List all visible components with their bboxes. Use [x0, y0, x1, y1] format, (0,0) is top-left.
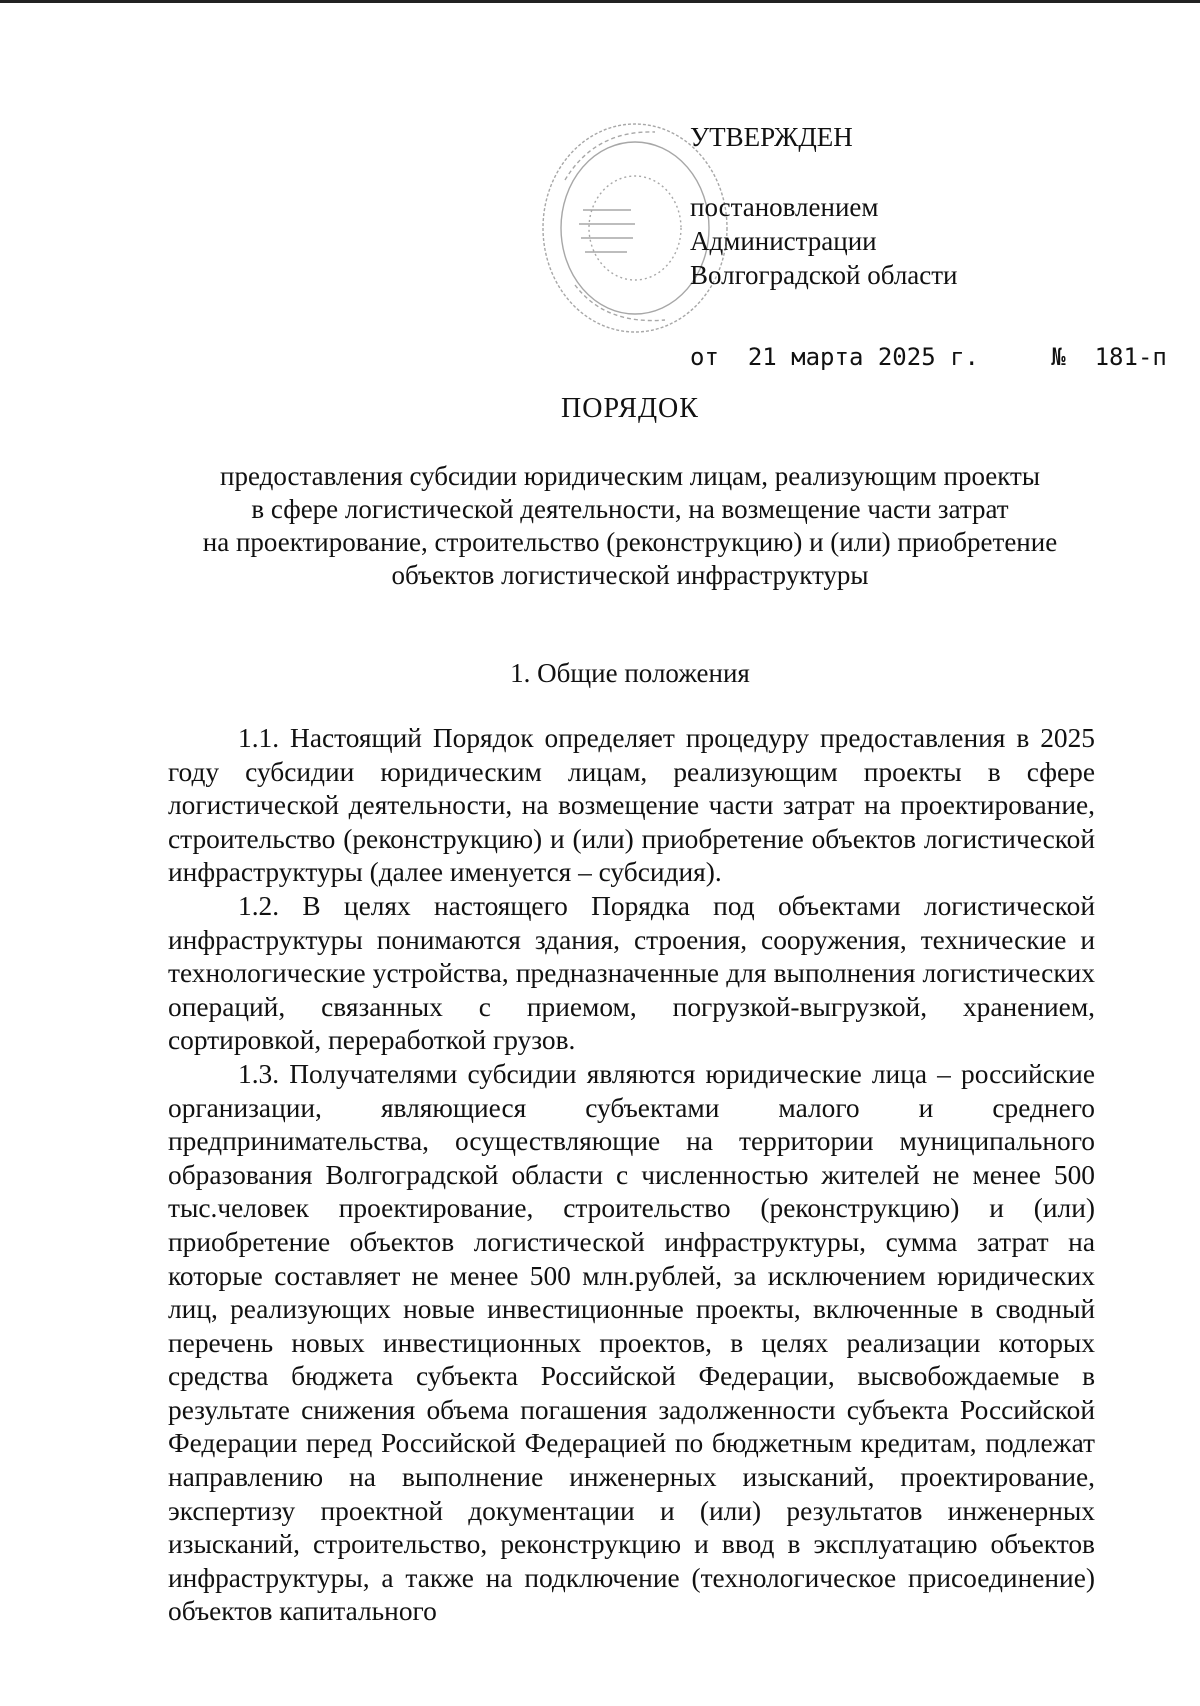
paragraph-1-2: 1.2. В целях настоящего Порядка под объектами логистической инфраструктуры понимаются здания, строения, сооружения, технические и технологические устройства, предназначенные для выполнения логистических операций, связанных с приемом, погрузкой-выгрузкой, хранением, сортировкой, переработкой грузов.: [168, 890, 1095, 1056]
date-prefix: от: [690, 343, 719, 371]
document-title: ПОРЯДОК: [561, 393, 699, 424]
document-subtitle: [150, 460, 1110, 592]
section-body: [168, 722, 1095, 1629]
approval-heading: УТВЕРЖДЕН: [690, 122, 853, 152]
approval-line-administration: Администрации: [690, 226, 877, 256]
number-sign: №: [1051, 343, 1066, 371]
approval-line-region: Волгоградской области: [690, 260, 958, 290]
top-border: [0, 0, 1200, 3]
approval-date: 21 марта 2025 г.: [747, 343, 979, 371]
subtitle-line: объектов логистической инфраструктуры: [391, 560, 869, 590]
approval-date-line: [690, 340, 1167, 374]
subtitle-line: предоставления субсидии юридическим лицам, реализующим проекты: [220, 461, 1040, 491]
subtitle-line: на проектирование, строительство (реконструкцию) и (или) приобретение: [202, 527, 1058, 557]
approval-line-decree: постановлением: [690, 192, 879, 222]
approval-block: [690, 120, 1167, 374]
approval-number: 181-п: [1094, 343, 1167, 371]
paragraph-1-1: 1.1. Настоящий Порядок определяет процедуру предоставления в 2025 году субсидии юридическим лицам, реализующим проекты в сфере логистической деятельности, на возмещение части затрат на проектирование, строительство (реконструкцию) и (или) приобретение объектов логистической инфраструктуры (далее именуется – субсидия).: [168, 723, 1095, 888]
section-heading: 1. Общие положения: [510, 658, 750, 688]
paragraph-1-3: 1.3. Получателями субсидии являются юридические лица – российские организации, являющиеся субъектами малого и среднего предпринимательства, осуществляющие на территории муниципального образования Волгоградской области с численностью жителей не менее 500 тыс.человек проектирование, строительство (реконструкцию) и (или) приобретение объектов логистической инфраструктуры, сумма затрат на которые составляет не менее 500 млн.рублей, за исключением юридических лиц, реализующих новые инвестиционные проекты, включенные в сводный перечень новых инвестиционных проектов, в целях реализации которых средства бюджета субъекта Российской Федерации, высвобождаемые в результате снижения объема погашения задолженности субъекта Российской Федерации перед Российской Федерацией по бюджетным кредитам, подлежат направлению на выполнение инженерных изысканий, проектирование, экспертизу проектной документации и (или) результатов инженерных изысканий, строительство, реконструкцию и ввод в эксплуатацию объектов инфраструктуры, а также на подключение (технологическое присоединение) объектов капитального: [168, 1058, 1095, 1627]
subtitle-line: в сфере логистической деятельности, на возмещение части затрат: [251, 494, 1009, 524]
